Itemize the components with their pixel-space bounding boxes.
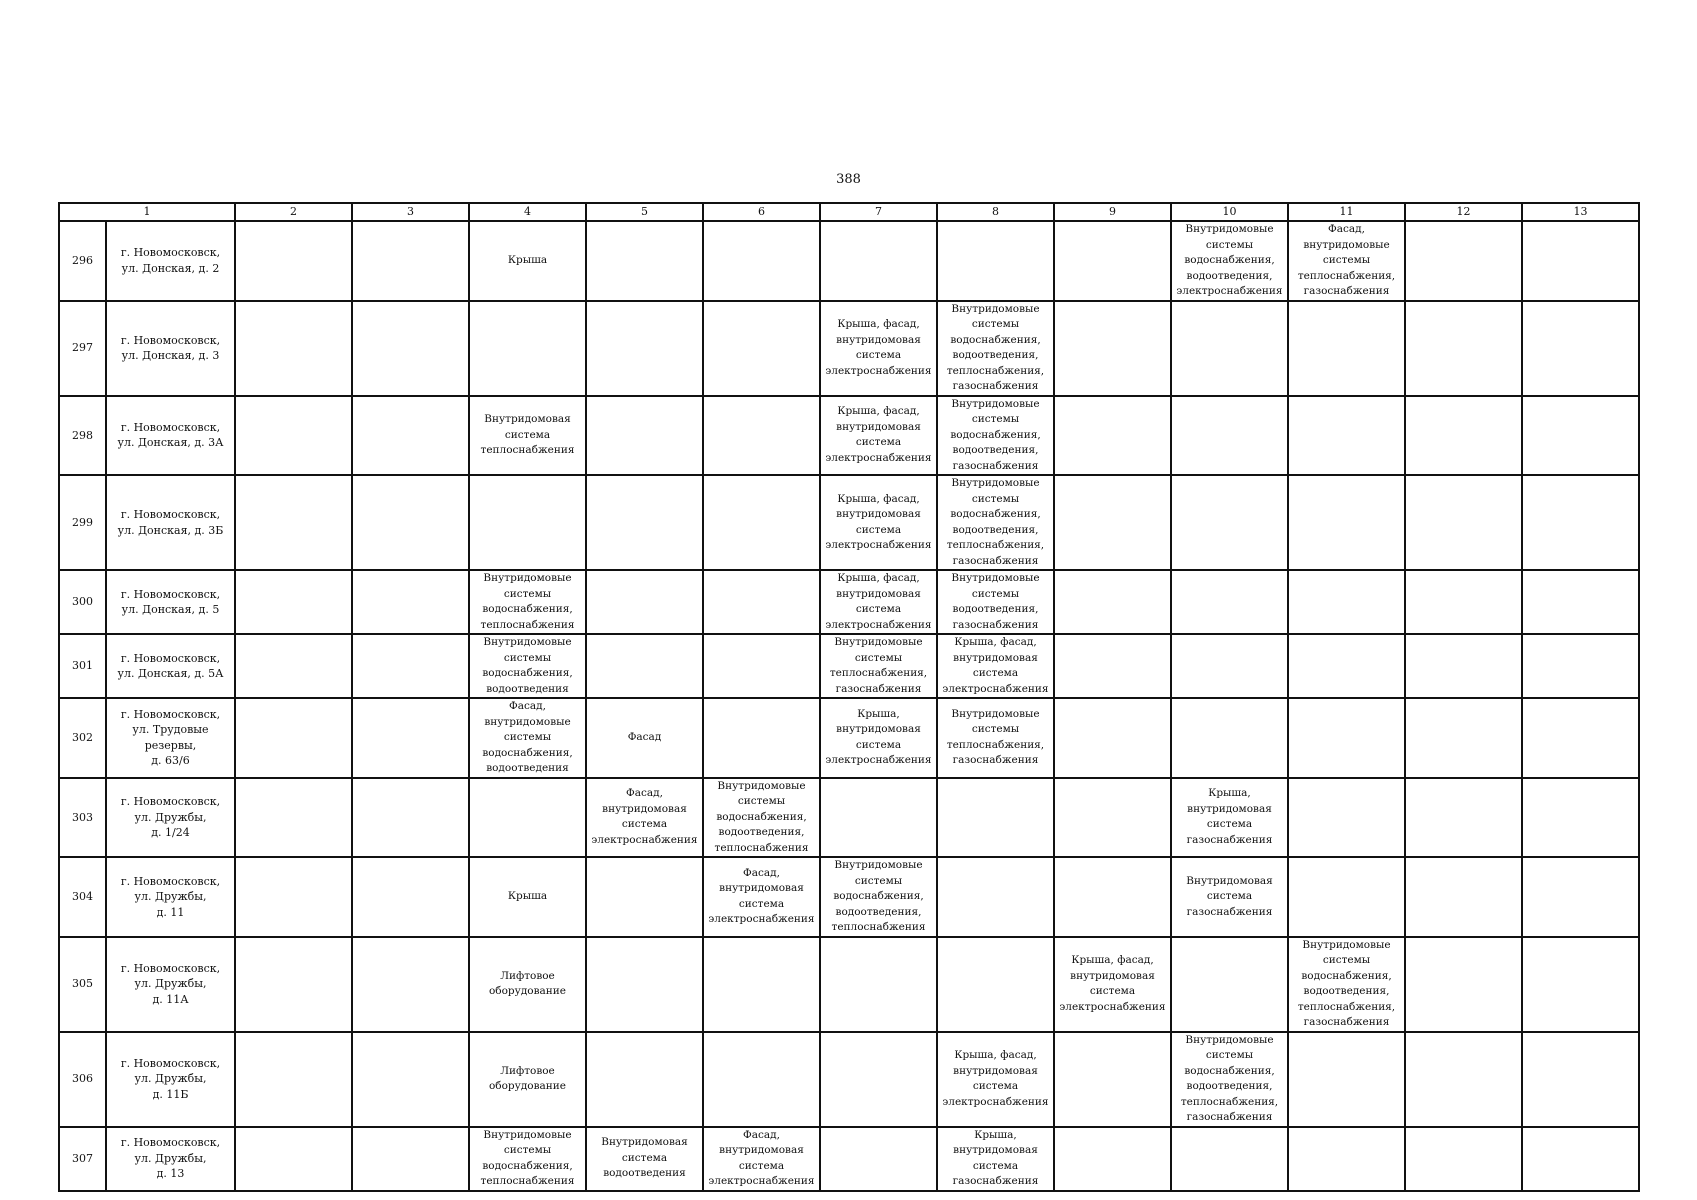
work-cell-col-9 xyxy=(1054,857,1171,937)
work-cell-col-11 xyxy=(1288,1032,1405,1127)
row-number: 297 xyxy=(59,301,106,396)
work-cell-col-12 xyxy=(1405,778,1522,858)
row-number: 306 xyxy=(59,1032,106,1127)
work-cell-col-6: Фасад, внутридомовая система электроснабжения xyxy=(703,1127,820,1191)
work-cell-col-13 xyxy=(1522,396,1639,476)
row-number: 300 xyxy=(59,570,106,634)
work-cell-col-8: Внутридомовые системы водоснабжения, водоотведения, теплоснабжения, газоснабжения xyxy=(937,475,1054,570)
work-cell-col-8: Крыша, фасад, внутридомовая система электроснабжения xyxy=(937,634,1054,698)
work-cell-col-3 xyxy=(352,1032,469,1127)
work-cell-col-13 xyxy=(1522,221,1639,301)
column-number-header: 5 xyxy=(586,203,703,221)
work-cell-col-12 xyxy=(1405,634,1522,698)
work-cell-col-10 xyxy=(1171,301,1288,396)
table-row xyxy=(59,570,1639,634)
work-cell-col-5 xyxy=(586,634,703,698)
work-cell-col-6 xyxy=(703,634,820,698)
work-cell-col-5 xyxy=(586,301,703,396)
work-cell-col-8: Крыша, фасад, внутридомовая система электроснабжения xyxy=(937,1032,1054,1127)
work-cell-col-13 xyxy=(1522,475,1639,570)
work-cell-col-11: Фасад, внутридомовые системы теплоснабжения, газоснабжения xyxy=(1288,221,1405,301)
work-cell-col-10 xyxy=(1171,698,1288,778)
work-cell-col-7: Крыша, фасад, внутридомовая система электроснабжения xyxy=(820,396,937,476)
work-cell-col-12 xyxy=(1405,301,1522,396)
work-cell-col-2 xyxy=(235,1127,352,1191)
work-cell-col-5 xyxy=(586,570,703,634)
work-cell-col-9: Крыша, фасад, внутридомовая система электроснабжения xyxy=(1054,937,1171,1032)
work-cell-col-5: Фасад xyxy=(586,698,703,778)
work-cell-col-2 xyxy=(235,221,352,301)
work-cell-col-10 xyxy=(1171,475,1288,570)
work-cell-col-7: Внутридомовые системы теплоснабжения, газоснабжения xyxy=(820,634,937,698)
work-cell-col-8: Внутридомовые системы водоотведения, газоснабжения xyxy=(937,570,1054,634)
page-number: 388 xyxy=(836,172,861,187)
work-cell-col-13 xyxy=(1522,301,1639,396)
work-cell-col-12 xyxy=(1405,937,1522,1032)
work-cell-col-3 xyxy=(352,475,469,570)
work-cell-col-6 xyxy=(703,475,820,570)
work-cell-col-2 xyxy=(235,937,352,1032)
work-cell-col-8 xyxy=(937,857,1054,937)
work-cell-col-9 xyxy=(1054,778,1171,858)
row-number: 301 xyxy=(59,634,106,698)
work-cell-col-11 xyxy=(1288,698,1405,778)
table-row xyxy=(59,221,1639,301)
table-row xyxy=(59,396,1639,476)
work-cell-col-11 xyxy=(1288,778,1405,858)
address-cell: г. Новомосковск, ул. Донская, д. 3А xyxy=(106,396,235,476)
work-cell-col-6 xyxy=(703,698,820,778)
work-cell-col-10 xyxy=(1171,634,1288,698)
work-cell-col-9 xyxy=(1054,301,1171,396)
work-cell-col-10: Внутридомовые системы водоснабжения, водоотведения, теплоснабжения, газоснабжения xyxy=(1171,1032,1288,1127)
work-cell-col-10 xyxy=(1171,570,1288,634)
work-cell-col-5: Фасад, внутридомовая система электроснабжения xyxy=(586,778,703,858)
work-cell-col-10 xyxy=(1171,1127,1288,1191)
row-number: 298 xyxy=(59,396,106,476)
work-cell-col-4: Внутридомовые системы водоснабжения, теплоснабжения xyxy=(469,1127,586,1191)
address-cell: г. Новомосковск, ул. Дружбы, д. 1/24 xyxy=(106,778,235,858)
work-cell-col-11 xyxy=(1288,396,1405,476)
work-cell-col-13 xyxy=(1522,857,1639,937)
work-cell-col-2 xyxy=(235,698,352,778)
work-cell-col-9 xyxy=(1054,570,1171,634)
table-row xyxy=(59,1032,1639,1127)
work-cell-col-9 xyxy=(1054,1032,1171,1127)
work-cell-col-6: Фасад, внутридомовая система электроснабжения xyxy=(703,857,820,937)
work-cell-col-4 xyxy=(469,475,586,570)
address-cell: г. Новомосковск, ул. Донская, д. 3 xyxy=(106,301,235,396)
work-cell-col-3 xyxy=(352,570,469,634)
work-cell-col-6 xyxy=(703,301,820,396)
table-row xyxy=(59,634,1639,698)
address-cell: г. Новомосковск, ул. Дружбы, д. 11 xyxy=(106,857,235,937)
work-cell-col-12 xyxy=(1405,1127,1522,1191)
address-cell: г. Новомосковск, ул. Трудовые резервы, д. 63/6 xyxy=(106,698,235,778)
table-row xyxy=(59,937,1639,1032)
work-cell-col-9 xyxy=(1054,634,1171,698)
work-cell-col-5: Внутридомовая система водоотведения xyxy=(586,1127,703,1191)
table-row xyxy=(59,301,1639,396)
work-cell-col-6 xyxy=(703,396,820,476)
work-cell-col-13 xyxy=(1522,778,1639,858)
work-cell-col-4: Лифтовое оборудование xyxy=(469,1032,586,1127)
table-row xyxy=(59,698,1639,778)
work-cell-col-10: Крыша, внутридомовая система газоснабжения xyxy=(1171,778,1288,858)
address-cell: г. Новомосковск, ул. Донская, д. 3Б xyxy=(106,475,235,570)
work-cell-col-13 xyxy=(1522,1032,1639,1127)
work-cell-col-8: Внутридомовые системы водоснабжения, водоотведения, теплоснабжения, газоснабжения xyxy=(937,301,1054,396)
work-cell-col-8: Внутридомовые системы водоснабжения, водоотведения, газоснабжения xyxy=(937,396,1054,476)
work-cell-col-8 xyxy=(937,937,1054,1032)
work-cell-col-9 xyxy=(1054,396,1171,476)
row-number: 296 xyxy=(59,221,106,301)
work-cell-col-10 xyxy=(1171,937,1288,1032)
column-number-row xyxy=(59,203,1639,221)
work-cell-col-7: Внутридомовые системы водоснабжения, водоотведения, теплоснабжения xyxy=(820,857,937,937)
work-cell-col-11 xyxy=(1288,475,1405,570)
work-cell-col-2 xyxy=(235,857,352,937)
work-cell-col-10 xyxy=(1171,396,1288,476)
work-cell-col-4 xyxy=(469,778,586,858)
work-cell-col-6 xyxy=(703,1032,820,1127)
work-cell-col-6: Внутридомовые системы водоснабжения, водоотведения, теплоснабжения xyxy=(703,778,820,858)
column-number-header: 3 xyxy=(352,203,469,221)
work-cell-col-7 xyxy=(820,221,937,301)
work-cell-col-4: Лифтовое оборудование xyxy=(469,937,586,1032)
work-cell-col-9 xyxy=(1054,475,1171,570)
address-cell: г. Новомосковск, ул. Дружбы, д. 11А xyxy=(106,937,235,1032)
work-cell-col-13 xyxy=(1522,1127,1639,1191)
row-number: 304 xyxy=(59,857,106,937)
address-cell: г. Новомосковск, ул. Донская, д. 5 xyxy=(106,570,235,634)
work-cell-col-3 xyxy=(352,698,469,778)
work-cell-col-4 xyxy=(469,301,586,396)
work-cell-col-4: Внутридомовая система теплоснабжения xyxy=(469,396,586,476)
work-cell-col-2 xyxy=(235,301,352,396)
work-cell-col-10: Внутридомовая система газоснабжения xyxy=(1171,857,1288,937)
work-cell-col-3 xyxy=(352,778,469,858)
table-row xyxy=(59,475,1639,570)
row-number: 305 xyxy=(59,937,106,1032)
row-number: 303 xyxy=(59,778,106,858)
repair-schedule-table xyxy=(58,202,1640,1192)
work-cell-col-11: Внутридомовые системы водоснабжения, водоотведения, теплоснабжения, газоснабжения xyxy=(1288,937,1405,1032)
work-cell-col-2 xyxy=(235,475,352,570)
work-cell-col-11 xyxy=(1288,570,1405,634)
work-cell-col-12 xyxy=(1405,475,1522,570)
work-cell-col-3 xyxy=(352,937,469,1032)
work-cell-col-9 xyxy=(1054,1127,1171,1191)
work-cell-col-13 xyxy=(1522,698,1639,778)
work-cell-col-6 xyxy=(703,221,820,301)
address-cell: г. Новомосковск, ул. Дружбы, д. 11Б xyxy=(106,1032,235,1127)
column-number-header: 10 xyxy=(1171,203,1288,221)
work-cell-col-11 xyxy=(1288,301,1405,396)
work-cell-col-7 xyxy=(820,1127,937,1191)
work-cell-col-8 xyxy=(937,778,1054,858)
work-cell-col-2 xyxy=(235,1032,352,1127)
work-cell-col-10: Внутридомовые системы водоснабжения, водоотведения, электроснабжения xyxy=(1171,221,1288,301)
work-cell-col-5 xyxy=(586,1032,703,1127)
work-cell-col-8: Крыша, внутридомовая система газоснабжения xyxy=(937,1127,1054,1191)
work-cell-col-6 xyxy=(703,570,820,634)
work-cell-col-5 xyxy=(586,221,703,301)
work-cell-col-11 xyxy=(1288,1127,1405,1191)
work-cell-col-13 xyxy=(1522,937,1639,1032)
work-cell-col-9 xyxy=(1054,221,1171,301)
work-cell-col-11 xyxy=(1288,634,1405,698)
work-cell-col-3 xyxy=(352,1127,469,1191)
work-cell-col-2 xyxy=(235,778,352,858)
column-number-header: 1 xyxy=(59,203,235,221)
work-cell-col-7 xyxy=(820,937,937,1032)
address-cell: г. Новомосковск, ул. Донская, д. 2 xyxy=(106,221,235,301)
work-cell-col-12 xyxy=(1405,570,1522,634)
work-cell-col-3 xyxy=(352,396,469,476)
work-cell-col-13 xyxy=(1522,570,1639,634)
work-cell-col-3 xyxy=(352,221,469,301)
work-cell-col-2 xyxy=(235,634,352,698)
work-cell-col-7 xyxy=(820,1032,937,1127)
work-cell-col-7: Крыша, фасад, внутридомовая система электроснабжения xyxy=(820,475,937,570)
work-cell-col-13 xyxy=(1522,634,1639,698)
work-cell-col-4: Крыша xyxy=(469,857,586,937)
column-number-header: 6 xyxy=(703,203,820,221)
work-cell-col-7: Крыша, внутридомовая система электроснабжения xyxy=(820,698,937,778)
work-cell-col-5 xyxy=(586,475,703,570)
column-number-header: 9 xyxy=(1054,203,1171,221)
work-cell-col-12 xyxy=(1405,698,1522,778)
work-cell-col-2 xyxy=(235,570,352,634)
work-cell-col-5 xyxy=(586,857,703,937)
work-cell-col-3 xyxy=(352,857,469,937)
work-cell-col-8: Внутридомовые системы теплоснабжения, газоснабжения xyxy=(937,698,1054,778)
column-number-header: 13 xyxy=(1522,203,1639,221)
work-cell-col-3 xyxy=(352,301,469,396)
work-cell-col-3 xyxy=(352,634,469,698)
work-cell-col-12 xyxy=(1405,396,1522,476)
column-number-header: 2 xyxy=(235,203,352,221)
work-cell-col-4: Внутридомовые системы водоснабжения, водоотведения xyxy=(469,634,586,698)
column-number-header: 12 xyxy=(1405,203,1522,221)
column-number-header: 8 xyxy=(937,203,1054,221)
table-row xyxy=(59,857,1639,937)
column-number-header: 4 xyxy=(469,203,586,221)
table-row xyxy=(59,1127,1639,1191)
work-cell-col-9 xyxy=(1054,698,1171,778)
work-cell-col-7 xyxy=(820,778,937,858)
work-cell-col-12 xyxy=(1405,221,1522,301)
row-number: 299 xyxy=(59,475,106,570)
address-cell: г. Новомосковск, ул. Донская, д. 5А xyxy=(106,634,235,698)
work-cell-col-6 xyxy=(703,937,820,1032)
work-cell-col-12 xyxy=(1405,1032,1522,1127)
address-cell: г. Новомосковск, ул. Дружбы, д. 13 xyxy=(106,1127,235,1191)
work-cell-col-2 xyxy=(235,396,352,476)
row-number: 302 xyxy=(59,698,106,778)
work-cell-col-12 xyxy=(1405,857,1522,937)
row-number: 307 xyxy=(59,1127,106,1191)
work-cell-col-5 xyxy=(586,396,703,476)
column-number-header: 7 xyxy=(820,203,937,221)
work-cell-col-4: Фасад, внутридомовые системы водоснабжения, водоотведения xyxy=(469,698,586,778)
column-number-header: 11 xyxy=(1288,203,1405,221)
work-cell-col-8 xyxy=(937,221,1054,301)
work-cell-col-11 xyxy=(1288,857,1405,937)
work-cell-col-7: Крыша, фасад, внутридомовая система электроснабжения xyxy=(820,570,937,634)
table-row xyxy=(59,778,1639,858)
work-cell-col-5 xyxy=(586,937,703,1032)
work-cell-col-4: Внутридомовые системы водоснабжения, теплоснабжения xyxy=(469,570,586,634)
work-cell-col-4: Крыша xyxy=(469,221,586,301)
work-cell-col-7: Крыша, фасад, внутридомовая система электроснабжения xyxy=(820,301,937,396)
